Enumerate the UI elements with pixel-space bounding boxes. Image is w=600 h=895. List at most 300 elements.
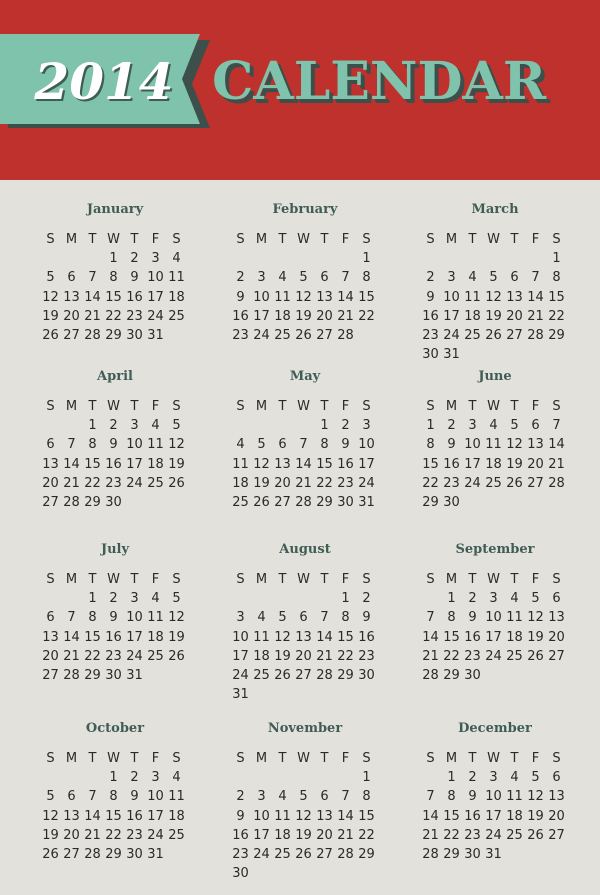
weekday-label: T [510,751,519,766]
day-cell: 2 [362,591,371,607]
day-cell: 1 [362,251,371,267]
day-cell: 22 [443,648,460,664]
weekday-label: S [236,232,245,247]
day-cell: 23 [126,827,143,843]
day-cell: 16 [358,629,375,645]
day-cell: 18 [232,475,249,491]
day-cell: 26 [506,475,523,491]
day-cell: 16 [422,308,439,324]
day-cell: 13 [42,629,59,645]
day-cell: 3 [236,610,245,626]
day-cell: 29 [316,494,333,510]
day-cell: 5 [172,591,181,607]
day-cell: 20 [295,648,312,664]
day-cell: 24 [232,667,249,683]
day-cell: 7 [426,789,435,805]
day-cell: 27 [295,667,312,683]
day-cell: 1 [447,591,456,607]
weekday-label: T [320,572,329,587]
day-cell: 29 [105,327,122,343]
day-cell: 20 [316,308,333,324]
month-january [40,202,190,345]
day-cell: 17 [126,629,143,645]
day-cell: 31 [147,846,164,862]
weekday-label: W [297,399,310,414]
weekday-label: T [510,399,519,414]
day-cell: 24 [147,308,164,324]
weekday-label: T [130,751,139,766]
weekday-label: W [297,572,310,587]
day-cell: 14 [337,289,354,305]
month-july [40,542,190,685]
day-cell: 15 [443,808,460,824]
day-cell: 4 [257,610,266,626]
day-cell: 8 [88,610,97,626]
day-cell: 28 [63,494,80,510]
day-cell: 20 [63,308,80,324]
day-grid [230,749,380,883]
day-grid [40,570,190,685]
day-cell: 18 [506,629,523,645]
day-cell: 9 [468,789,477,805]
day-cell: 20 [506,308,523,324]
day-cell: 9 [130,789,139,805]
day-cell: 3 [151,251,160,267]
day-cell: 25 [147,648,164,664]
day-cell: 4 [172,251,181,267]
weekday-label: F [341,572,350,587]
weekday-label: T [278,232,287,247]
day-cell: 19 [168,629,185,645]
day-cell: 17 [147,289,164,305]
day-cell: 15 [105,808,122,824]
day-cell: 10 [485,610,502,626]
empty-cell [293,589,314,608]
weekday-label: T [510,232,519,247]
weekday-label: T [88,751,97,766]
empty-cell [61,589,82,608]
day-cell: 10 [443,289,460,305]
header-banner [0,0,600,180]
day-cell: 25 [274,846,291,862]
day-cell: 10 [485,789,502,805]
weekday-label: F [531,399,540,414]
weekday-label: T [88,572,97,587]
day-cell: 28 [527,327,544,343]
day-cell: 13 [548,610,565,626]
weekday-label: W [297,751,310,766]
day-cell: 18 [253,648,270,664]
weekday-label: F [531,232,540,247]
day-cell: 27 [274,494,291,510]
weekday-label: M [255,232,268,247]
day-cell: 9 [109,610,118,626]
day-cell: 10 [232,629,249,645]
day-cell: 24 [126,648,143,664]
day-cell: 14 [548,437,565,453]
weekday-label: M [445,232,458,247]
day-cell: 13 [42,456,59,472]
day-cell: 9 [468,610,477,626]
day-cell: 12 [253,456,270,472]
day-cell: 29 [548,327,565,343]
day-cell: 29 [84,667,101,683]
day-cell: 26 [527,827,544,843]
empty-cell [314,249,335,268]
empty-cell [441,249,462,268]
day-cell: 15 [84,629,101,645]
month-name: September [455,542,535,557]
day-cell: 21 [295,475,312,491]
weekday-label: S [362,751,371,766]
day-cell: 4 [510,591,519,607]
day-cell: 14 [422,629,439,645]
weekday-label: T [320,399,329,414]
day-cell: 19 [42,827,59,843]
month-name: January [86,202,144,217]
day-cell: 5 [257,437,266,453]
month-may [230,369,380,512]
day-cell: 11 [147,610,164,626]
day-cell: 26 [168,475,185,491]
day-cell: 11 [485,437,502,453]
day-cell: 16 [126,808,143,824]
weekday-label: M [255,399,268,414]
day-cell: 7 [67,610,76,626]
weekday-label: S [172,399,181,414]
day-cell: 11 [464,289,481,305]
month-october [40,721,190,864]
day-cell: 12 [42,289,59,305]
weekday-label: S [46,232,55,247]
day-cell: 15 [548,289,565,305]
day-cell: 24 [485,648,502,664]
empty-cell [335,249,356,268]
day-cell: 30 [464,667,481,683]
day-cell: 23 [464,648,481,664]
empty-cell [293,249,314,268]
day-cell: 20 [316,827,333,843]
day-cell: 8 [109,789,118,805]
day-cell: 1 [362,770,371,786]
day-grid [420,570,570,685]
day-cell: 28 [316,667,333,683]
day-cell: 5 [299,270,308,286]
day-cell: 14 [84,808,101,824]
day-cell: 11 [506,789,523,805]
day-cell: 19 [42,308,59,324]
day-cell: 23 [337,475,354,491]
day-cell: 31 [147,327,164,343]
day-cell: 5 [278,610,287,626]
day-cell: 30 [464,846,481,862]
weekday-label: M [445,572,458,587]
weekday-label: S [552,751,561,766]
day-cell: 26 [274,667,291,683]
day-cell: 13 [316,808,333,824]
day-cell: 16 [337,456,354,472]
day-cell: 27 [527,475,544,491]
day-cell: 14 [84,289,101,305]
day-cell: 26 [295,327,312,343]
day-cell: 22 [358,827,375,843]
day-cell: 1 [88,418,97,434]
day-cell: 25 [232,494,249,510]
day-cell: 31 [358,494,375,510]
weekday-label: T [130,232,139,247]
day-cell: 6 [299,610,308,626]
day-cell: 28 [548,475,565,491]
weekday-label: S [552,572,561,587]
day-cell: 19 [295,827,312,843]
day-cell: 13 [295,629,312,645]
day-cell: 24 [147,827,164,843]
day-cell: 27 [42,494,59,510]
day-cell: 7 [341,270,350,286]
day-cell: 30 [232,866,249,882]
day-cell: 31 [443,347,460,363]
day-cell: 13 [548,789,565,805]
day-cell: 4 [510,770,519,786]
day-cell: 11 [253,629,270,645]
day-cell: 19 [485,308,502,324]
day-cell: 13 [63,289,80,305]
weekday-label: T [468,751,477,766]
day-cell: 18 [274,308,291,324]
day-cell: 15 [443,629,460,645]
day-cell: 11 [232,456,249,472]
month-april [40,369,190,512]
month-name: March [471,202,519,217]
weekday-label: M [65,232,78,247]
day-cell: 22 [84,648,101,664]
month-august [230,542,380,704]
day-cell: 30 [126,846,143,862]
day-cell: 6 [67,789,76,805]
day-cell: 28 [337,327,354,343]
day-grid [420,397,570,512]
day-cell: 6 [46,437,55,453]
weekday-label: S [172,232,181,247]
month-name: December [458,721,532,736]
weekday-label: S [426,399,435,414]
day-cell: 17 [485,629,502,645]
day-cell: 22 [358,308,375,324]
day-cell: 15 [105,289,122,305]
day-cell: 19 [253,475,270,491]
month-november [230,721,380,883]
weekday-label: S [552,399,561,414]
empty-cell [251,416,272,435]
day-cell: 28 [84,846,101,862]
day-cell: 12 [168,610,185,626]
weekday-label: T [278,572,287,587]
day-cell: 7 [531,270,540,286]
day-cell: 4 [278,789,287,805]
year-label: 2014 [34,52,174,111]
day-cell: 13 [274,456,291,472]
day-cell: 18 [168,289,185,305]
day-cell: 16 [464,629,481,645]
day-cell: 9 [130,270,139,286]
empty-cell [272,768,293,787]
day-cell: 11 [168,789,185,805]
day-cell: 28 [63,667,80,683]
day-cell: 12 [295,808,312,824]
day-cell: 28 [295,494,312,510]
calendar-title: CALENDAR [212,51,547,112]
day-cell: 28 [422,846,439,862]
day-cell: 15 [337,629,354,645]
empty-cell [230,249,251,268]
day-cell: 2 [130,251,139,267]
day-cell: 6 [552,770,561,786]
day-cell: 19 [295,308,312,324]
day-cell: 14 [295,456,312,472]
month-name: July [100,542,130,557]
day-cell: 23 [126,308,143,324]
day-cell: 29 [337,667,354,683]
day-cell: 24 [443,327,460,343]
empty-cell [272,416,293,435]
day-cell: 1 [552,251,561,267]
day-cell: 21 [337,308,354,324]
weekday-label: M [65,751,78,766]
day-cell: 17 [485,808,502,824]
day-cell: 10 [147,270,164,286]
day-cell: 8 [447,789,456,805]
empty-cell [230,589,251,608]
day-cell: 18 [168,808,185,824]
day-cell: 27 [316,327,333,343]
day-cell: 27 [63,327,80,343]
day-cell: 5 [489,270,498,286]
day-cell: 21 [63,648,80,664]
day-cell: 4 [151,591,160,607]
day-cell: 27 [42,667,59,683]
day-cell: 9 [426,289,435,305]
weekday-label: M [445,399,458,414]
day-grid [40,397,190,512]
day-cell: 10 [147,789,164,805]
day-cell: 11 [274,289,291,305]
day-cell: 1 [426,418,435,434]
day-cell: 14 [63,456,80,472]
day-cell: 29 [105,846,122,862]
day-cell: 27 [548,648,565,664]
day-cell: 5 [510,418,519,434]
empty-cell [272,249,293,268]
weekday-label: S [426,232,435,247]
month-february [230,202,380,345]
empty-cell [61,768,82,787]
day-grid [420,230,570,364]
day-cell: 23 [358,648,375,664]
day-cell: 2 [236,789,245,805]
day-cell: 19 [527,808,544,824]
weekday-label: S [362,399,371,414]
day-cell: 23 [232,846,249,862]
day-cell: 27 [506,327,523,343]
day-cell: 3 [151,770,160,786]
weekday-label: W [487,399,500,414]
day-cell: 9 [341,437,350,453]
weekday-label: F [531,751,540,766]
empty-cell [272,589,293,608]
day-cell: 24 [485,827,502,843]
weekday-label: W [107,232,120,247]
day-cell: 2 [447,418,456,434]
day-cell: 12 [485,289,502,305]
day-cell: 12 [42,808,59,824]
day-cell: 8 [109,270,118,286]
weekday-label: F [151,399,160,414]
month-name: October [85,721,145,736]
empty-cell [230,416,251,435]
day-cell: 23 [105,648,122,664]
weekday-label: T [320,232,329,247]
day-cell: 25 [464,327,481,343]
empty-cell [61,416,82,435]
day-cell: 23 [464,827,481,843]
day-cell: 4 [151,418,160,434]
day-cell: 11 [506,610,523,626]
day-cell: 23 [105,475,122,491]
day-cell: 3 [468,418,477,434]
month-name: April [97,369,133,384]
day-cell: 24 [253,327,270,343]
day-cell: 1 [109,770,118,786]
day-cell: 18 [147,456,164,472]
day-cell: 5 [531,770,540,786]
day-cell: 15 [358,289,375,305]
weekday-label: W [297,232,310,247]
day-cell: 30 [337,494,354,510]
weekday-label: T [130,572,139,587]
day-cell: 27 [63,846,80,862]
day-cell: 15 [422,456,439,472]
weekday-label: T [510,572,519,587]
day-cell: 30 [105,667,122,683]
weekday-label: W [487,232,500,247]
empty-cell [40,416,61,435]
day-cell: 5 [531,591,540,607]
day-cell: 24 [358,475,375,491]
day-cell: 26 [168,648,185,664]
day-cell: 2 [341,418,350,434]
empty-cell [293,768,314,787]
day-grid [420,749,570,864]
weekday-label: S [236,751,245,766]
day-cell: 3 [447,270,456,286]
day-cell: 10 [126,437,143,453]
empty-cell [504,249,525,268]
day-cell: 17 [443,308,460,324]
weekday-label: S [46,751,55,766]
empty-cell [420,589,441,608]
day-cell: 2 [426,270,435,286]
day-cell: 1 [320,418,329,434]
day-cell: 7 [88,270,97,286]
day-cell: 17 [126,456,143,472]
weekday-label: S [172,572,181,587]
day-cell: 14 [63,629,80,645]
day-cell: 12 [168,437,185,453]
day-cell: 10 [253,289,270,305]
weekday-label: T [130,399,139,414]
day-cell: 13 [316,289,333,305]
day-cell: 22 [443,827,460,843]
